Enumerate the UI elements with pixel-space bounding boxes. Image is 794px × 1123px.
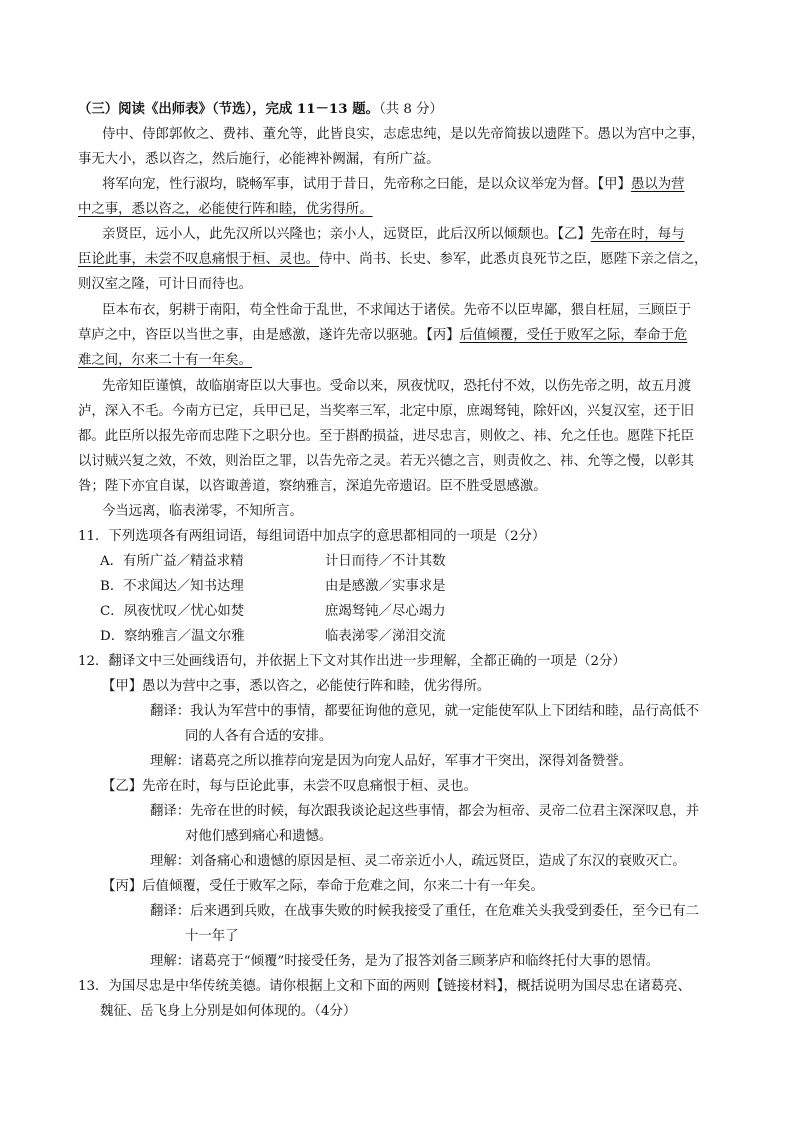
passage-p2-text: 将军向宠，性行淑均，晓畅军事，试用于昔日，先帝称之曰能，是以众议举宠为督。【甲】 [102, 177, 631, 192]
passage-p5-line1: 先帝知臣谨慎，故临崩寄臣以大事也。受命以来，夙夜忧叹，恐托付不效，以伤先帝之明，故五月渡 [102, 379, 692, 394]
passage-p4-line1: 臣本布衣，躬耕于南阳，苟全性命于乱世，不求闻达于诸侯。先帝不以臣卑鄙，猥自枉屈，三顾臣于 [102, 303, 692, 318]
section-heading [78, 100, 443, 119]
q12-yi-translation-line2: 对他们感到痛心和遗憾。 [185, 829, 333, 844]
passage-p6-line1: 今当远离，临表涕零，不知所言。 [102, 504, 303, 519]
q13-stem-line1: 13．为国尽忠是中华传统美德。请你根据上文和下面的两则【链接材料】，概括说明为国尽忠在诸葛亮、 [78, 979, 691, 994]
q11-option-c-right: 庶竭驽钝／尽心竭力 [325, 604, 446, 619]
q12-jia-translation-line1: 翻译：我认为军营中的事情，都要征询他的意见，就一定能使军队上下团结和睦，品行高低不 [150, 704, 700, 719]
passage-p5-line3: 都。此臣所以报先帝而忠陛下之职分也。至于斟酌损益，进尽忠言，则攸之、祎、允之任也。愿陛下托臣 [78, 429, 694, 444]
q12-bing-sentence: 【丙】后值倾覆，受任于败军之际，奉命于危难之间，尔来二十有一年矣。 [102, 879, 544, 894]
passage-p2-line1 [102, 176, 685, 194]
q11-option-a-right: 计日而待／不计其数 [325, 554, 446, 569]
q12-jia-sentence: 【甲】愚以为营中之事，悉以咨之，必能使行阵和睦，优劣得所。 [102, 679, 491, 694]
q11-option-d-left: D．察纳雅言／温文尔雅 [100, 629, 245, 644]
passage-p4-text: 草庐之中，咨臣以当世之事，由是感激，遂许先帝以驱驰。【丙】 [78, 328, 460, 343]
q12-yi-understanding: 理解：刘备痛心和遗憾的原因是桓、灵二帝亲近小人，疏远贤臣，造成了东汉的衰败灭亡。 [150, 854, 686, 869]
passage-p4-line2 [78, 327, 687, 345]
passage-p3-line2 [78, 251, 707, 269]
passage-p3-text: 亲贤臣，远小人，此先汉所以兴隆也；亲小人，远贤臣，此后汉所以倾颓也。【乙】 [102, 227, 591, 242]
q12-bing-understanding: 理解：诸葛亮于“倾覆”时接受任务，是为了报答刘备三顾茅庐和临终托付大事的恩情。 [150, 954, 660, 969]
q12-bing-translation-line1: 翻译：后来遇到兵败，在战事失败的时候我接受了重任，在危难关头我受到委任，至今已有二 [150, 904, 700, 919]
underline-bing-part2: 难之间，尔来二十有一年矣。 [78, 353, 253, 368]
q11-stem: 11．下列选项各有两组词语，每组词语中加点字的意思都相同的一项是（2分） [78, 529, 546, 544]
q12-bing-translation-line2: 十一年了 [185, 929, 239, 944]
q13-stem-line2: 魏征、岳飞身上分别是如何体现的。（4分） [100, 1004, 357, 1019]
passage-p3-text2: 侍中、尚书、长史、参军，此悉贞良死节之臣，愿陛下亲之信之， [319, 252, 708, 267]
q11-option-b-left: B．不求闻达／知书达理 [100, 579, 244, 594]
underline-jia-part1: 愚以为营 [630, 177, 685, 192]
underline-yi-part2: 臣论此事，未尝不叹息痛恨于桓、灵也。 [78, 252, 320, 267]
q12-stem: 12．翻译文中三处画线语句，并依据上下文对其作出进一步理解，全都正确的一项是（2分） [78, 654, 626, 669]
underline-yi-part1: 先帝在时，每与 [590, 227, 685, 242]
passage-p1-line2: 事无大小，悉以咨之，然后施行，必能裨补阙漏，有所广益。 [78, 152, 440, 167]
underline-jia-part2: 中之事，悉以咨之，必能使行阵和睦，优劣得所。 [78, 202, 373, 217]
passage-p5-line4: 以讨贼兴复之效，不效，则治臣之罪，以告先帝之灵。若无兴德之言，则责攸之、祎、允等之慢，以彰其 [78, 454, 694, 469]
q11-option-d-right: 临表涕零／涕泪交流 [325, 629, 446, 644]
q12-jia-translation-line2: 同的人各有合适的安排。 [185, 729, 333, 744]
passage-p1-line1: 侍中、侍郎郭攸之、费祎、董允等，此皆良实，志虑忠纯，是以先帝简拔以遗陛下。愚以为宫中之事， [102, 127, 705, 142]
underline-bing-part1: 后值倾覆，受任于败军之际，奉命于危 [459, 328, 688, 343]
q12-yi-sentence: 【乙】先帝在时，每与臣论此事，未尝不叹息痛恨于桓、灵也。 [102, 779, 477, 794]
passage-p5-line5: 咎；陛下亦宜自谋，以咨诹善道，察纳雅言，深追先帝遗诏。臣不胜受恩感激。 [78, 479, 547, 494]
q12-jia-understanding: 理解：诸葛亮之所以推荐向宠是因为向宠人品好，军事才干突出，深得刘备赞誉。 [150, 754, 633, 769]
passage-p3-line1 [102, 226, 685, 244]
q12-yi-translation-line1: 翻译：先帝在世的时候，每次跟我谈论起这些事情，都会为桓帝、灵帝二位君主深深叹息，并 [150, 804, 700, 819]
passage-p5-line2: 泸，深入不毛。今南方已定，兵甲已足，当奖率三军，北定中原，庶竭驽钝，除奸凶，兴复汉室，还于旧 [78, 404, 694, 419]
section-heading-text: （三）阅读《出师表》（节选），完成 11－13 题。 [78, 101, 380, 117]
passage-p3-line3: 则汉室之隆，可计日而待也。 [78, 277, 253, 292]
section-score: （共 8 分） [379, 102, 443, 117]
q11-option-c-left: C．夙夜忧叹／忧心如焚 [100, 604, 245, 619]
q11-option-b-right: 由是感激／实事求是 [325, 579, 446, 594]
q11-option-a-left: A．有所广益／精益求精 [100, 554, 244, 569]
